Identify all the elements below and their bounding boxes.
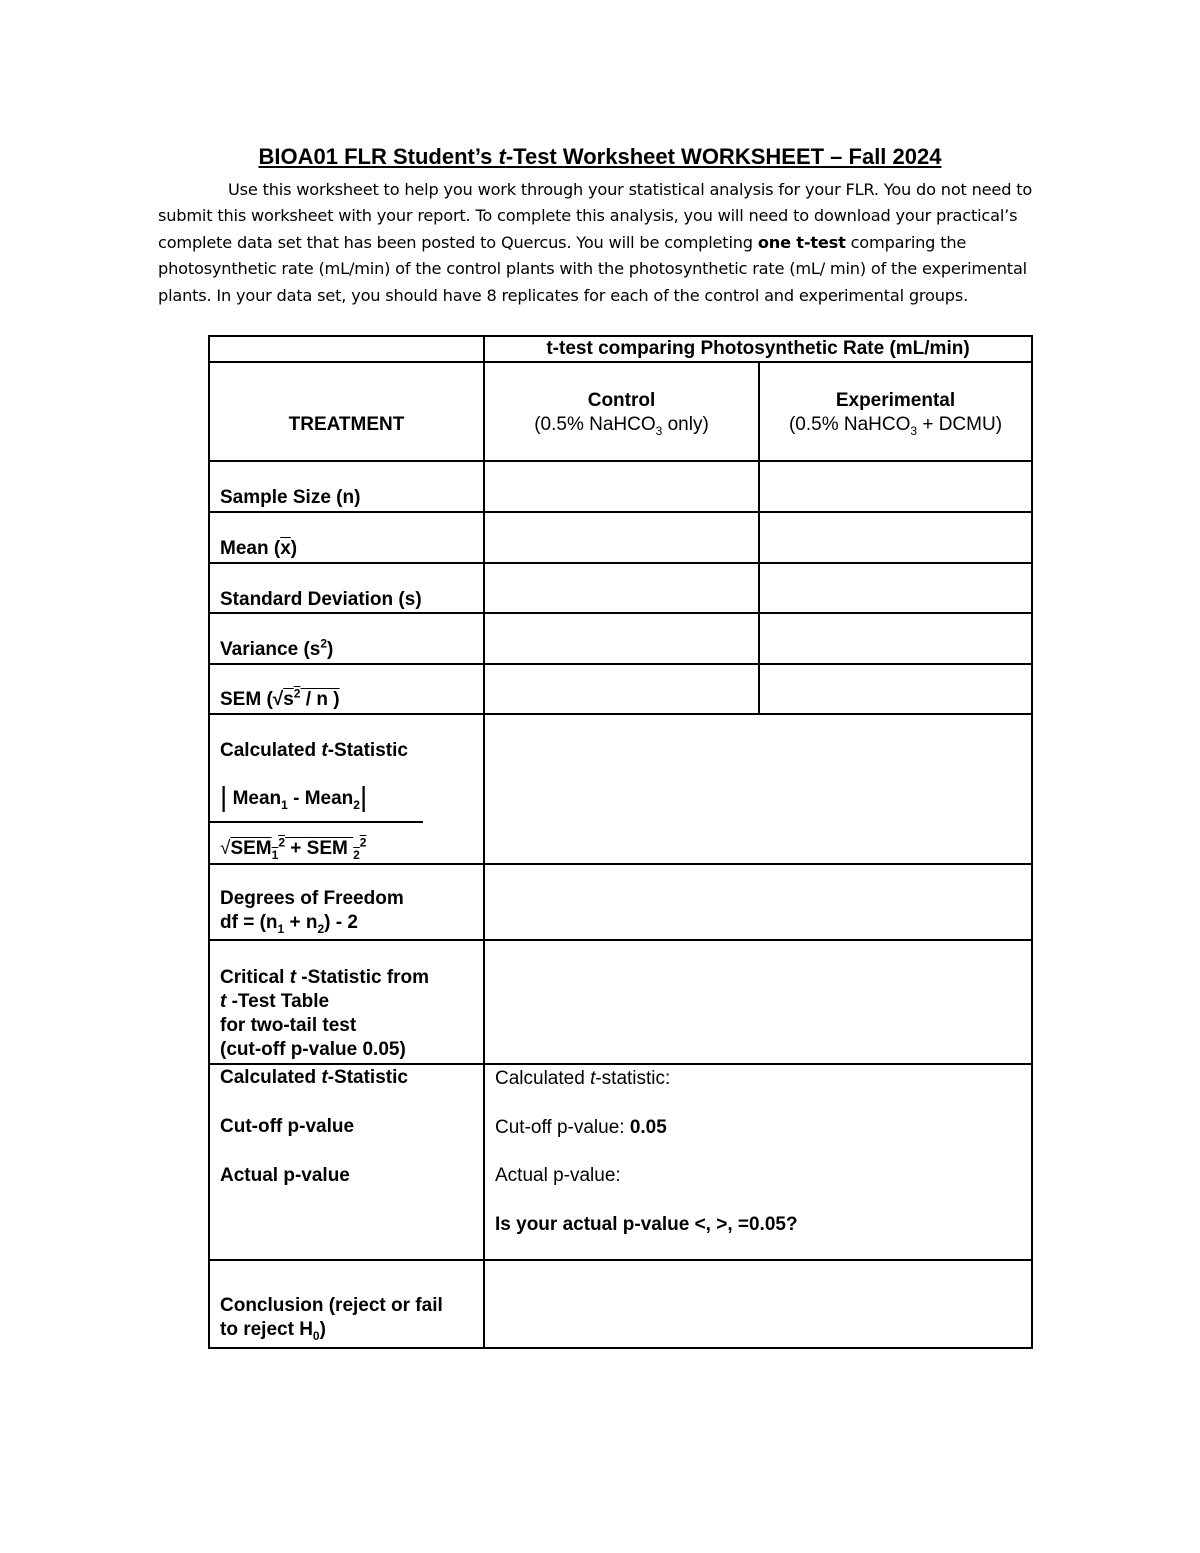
experimental-heading: Experimental (0.5% NaHCO$_3$ + DCMU) bbox=[788, 390, 1003, 438]
actual-p-label: Actual p-value bbox=[220, 1165, 350, 1186]
cutoff-p-label: Cut-off p-value bbox=[220, 1116, 355, 1137]
actual-p-entry: Actual p-value: bbox=[495, 1165, 621, 1186]
sample-size-label: Sample Size (n) bbox=[220, 487, 361, 508]
page-title: BIOA01 FLR Student’s t-Test Worksheet WORKSHEET – Fall 2024 bbox=[258, 144, 942, 169]
ttest-table bbox=[208, 335, 1033, 1349]
variance-label: Variance $(s^2)$ bbox=[220, 636, 334, 660]
t-formula-denominator: $√SEM_1^2$ + SEM $_2^2$ bbox=[220, 835, 367, 862]
standard-deviation-label: Standard Deviation (s) bbox=[220, 589, 422, 610]
mean-label: Mean $(\overline{x})$ bbox=[220, 538, 298, 559]
calculated-t-entry: Calculated t-statistic: bbox=[495, 1068, 671, 1089]
intro-paragraph: Use this worksheet to help you work through your statistical analysis for your FLR. You do not need to submit this worksheet with your report. To complete this analysis, you will need to download your practical’s complete data set that has been posted to Quercus. You will be completing one t-test comparing the photosynthetic rate (mL/min) of the control plants with the photosynthetic rate (mL/ min) of the experimental plants. In your data set, you should have 8 replicates for each of the control and experimental groups. bbox=[158, 180, 1033, 305]
t-formula-fraction-bar bbox=[210, 821, 423, 823]
treatment-label: TREATMENT bbox=[288, 414, 405, 435]
degrees-of-freedom-label: Degrees of Freedom df = $(n_1 + n_2) - 2$ bbox=[220, 888, 404, 936]
critical-t-label: Critical t -Statistic from t -Test Table for two-tail test (cut-off p-value 0.05) bbox=[220, 967, 430, 1060]
table-header: t-test comparing Photosynthetic Rate (mL/min) bbox=[546, 338, 970, 359]
compare-calculated-t-label: Calculated t-Statistic bbox=[220, 1067, 408, 1088]
conclusion-label: Conclusion (reject or fail to reject $H_0$) bbox=[220, 1295, 443, 1343]
t-formula-numerator: | Mean$_1$ - Mean$_2$| bbox=[220, 781, 368, 812]
control-heading: Control (0.5% NaHCO$_3$ only) bbox=[534, 390, 709, 438]
sem-label: SEM ($√s^2$ / n ) bbox=[220, 686, 340, 710]
cutoff-p-entry: Cut-off p-value: 0.05 bbox=[495, 1117, 667, 1138]
calculated-t-label: Calculated t-Statistic bbox=[220, 740, 408, 761]
p-value-comparison-question: Is your actual p-value <, >, =0.05? bbox=[495, 1214, 798, 1235]
